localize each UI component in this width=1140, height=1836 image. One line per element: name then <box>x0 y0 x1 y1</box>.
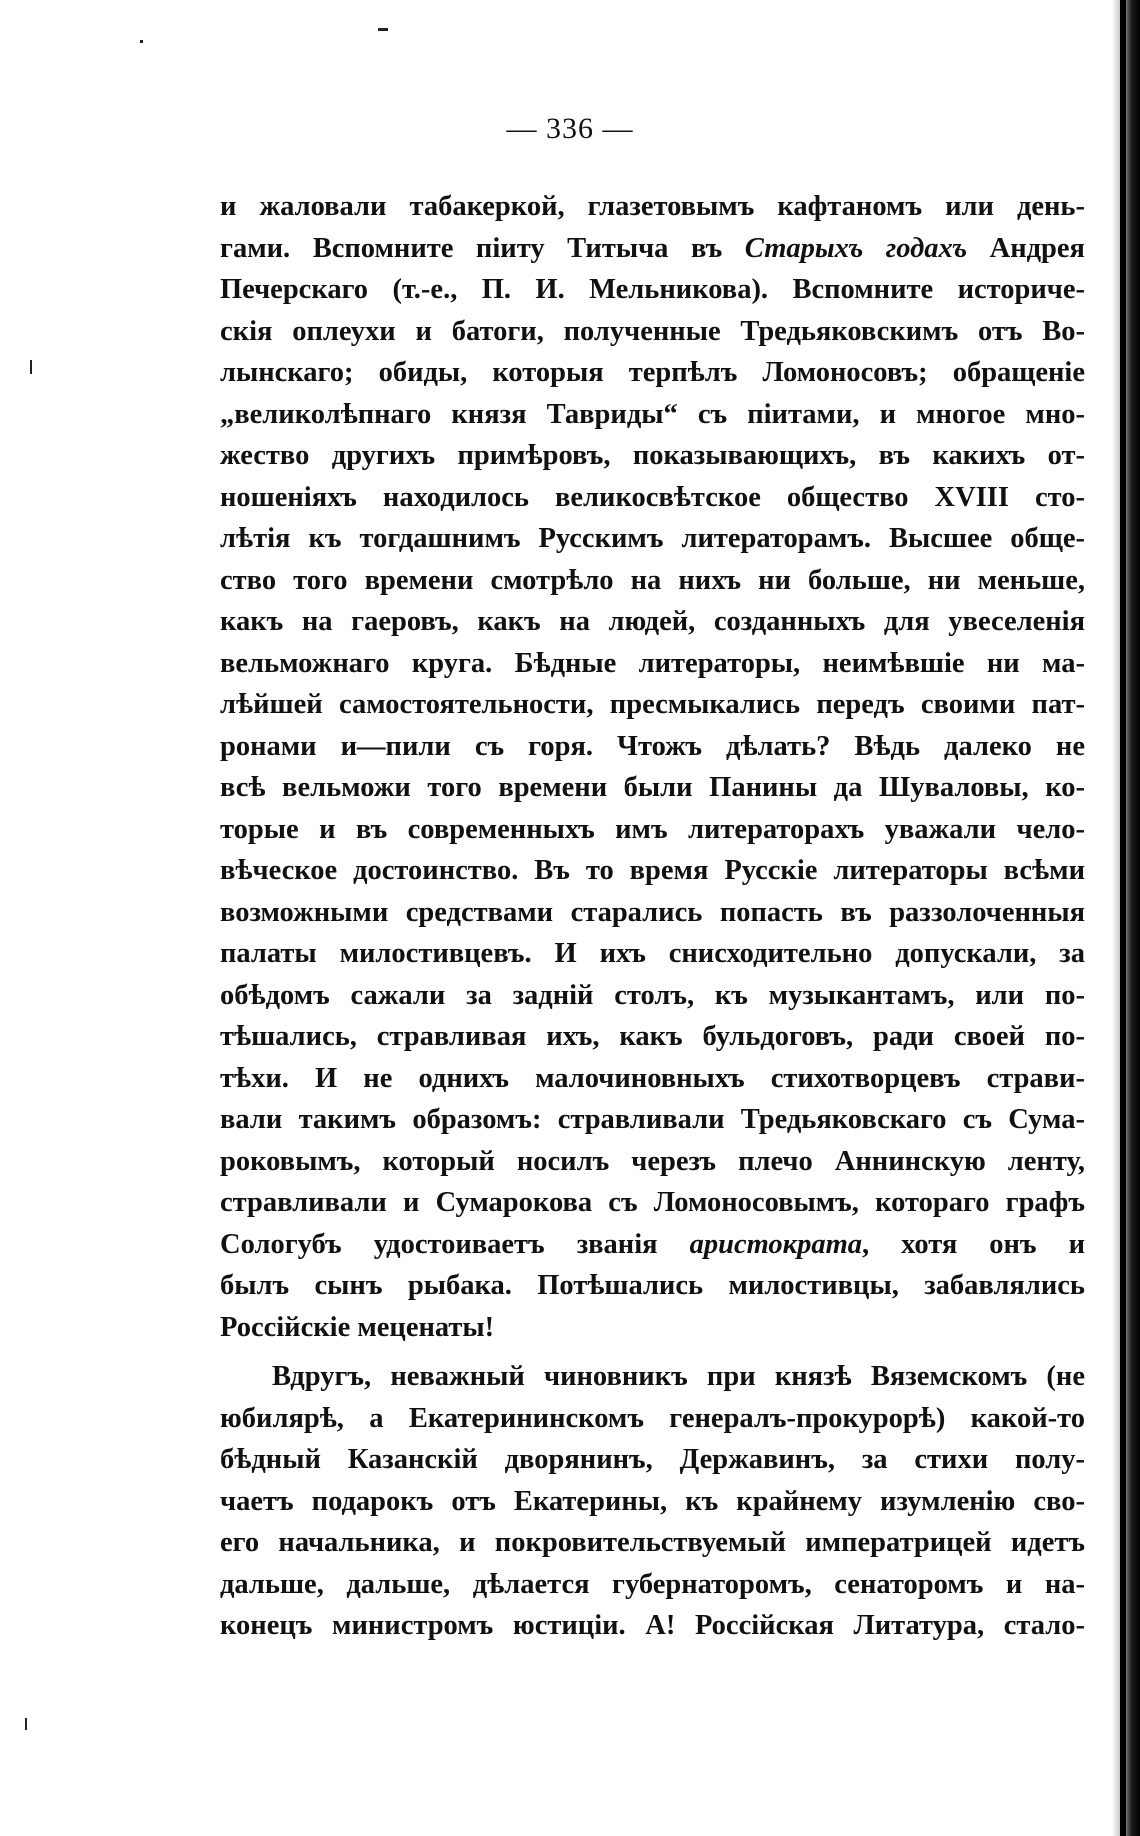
scan-speck <box>140 40 143 43</box>
text-line: какъ на гаеровъ, какъ на людей, созданныхъ для увеселенія <box>220 606 1085 637</box>
text-line: и жаловали табакеркой, глазетовымъ кафтаномъ или день- <box>220 191 1085 222</box>
text-line: всѣ вельможи того времени были Панины да Шуваловы, ко- <box>220 772 1085 803</box>
scan-speck <box>25 1718 27 1730</box>
scan-speck <box>378 28 388 31</box>
text-line: гами. Вспомните піиту Титыча въ Старыхъ годахъ Андрея <box>220 232 1085 264</box>
page-number: — 336 — <box>506 112 634 145</box>
text-line: торые и въ современныхъ имъ литераторахъ уважали чело- <box>220 813 1085 845</box>
text-line: чаетъ подарокъ отъ Екатерины, къ крайнему изумленію сво- <box>220 1485 1085 1517</box>
text-line: его начальника, и покровительствуемый императрицей идетъ <box>220 1527 1085 1558</box>
italic-title: Старыхъ годахъ <box>744 232 968 264</box>
text-line: вѣческое достоинство. Въ то время Русскіе литераторы всѣми <box>220 855 1085 886</box>
text-line: Вдругъ, неважный чиновникъ при князѣ Вяземскомъ (не <box>272 1361 1085 1392</box>
text-line: обѣдомъ сажали за задній столъ, къ музыкантамъ, или по- <box>220 979 1085 1011</box>
text-line: ство того времени смотрѣло на нихъ ни больше, ни меньше, <box>220 564 1085 596</box>
text-line: роковымъ, который носилъ черезъ плечо Аннинскую ленту, <box>220 1145 1085 1177</box>
scan-edge-line <box>1120 0 1126 1836</box>
text-line: скія оплеухи и батоги, полученные Тредьяковскимъ отъ Во- <box>220 315 1085 347</box>
text-line: ношеніяхъ находилось великосвѣтское общество XVIII сто- <box>220 481 1085 513</box>
text-line: лѣйшей самостоятельности, пресмыкались передъ своими пат- <box>220 689 1085 720</box>
scan-edge-shadow <box>1112 0 1140 1836</box>
text-line: жество другихъ примѣровъ, показывающихъ, въ какихъ от- <box>220 440 1085 471</box>
body-text <box>220 186 1085 1647</box>
text-line: бѣдный Казанскій дворянинъ, Державинъ, за стихи полу- <box>220 1444 1085 1475</box>
paragraph-gap <box>220 1348 1085 1356</box>
text-line: ронами и—пили съ горя. Чтожъ дѣлать? Вѣдь далеко не <box>220 730 1085 762</box>
text-line: тѣхи. И не однихъ малочиновныхъ стихотворцевъ страви- <box>220 1062 1085 1094</box>
text-line: тѣшались, стравливая ихъ, какъ бульдоговъ, ради своей по- <box>220 1021 1085 1052</box>
text-line: палаты милостивцевъ. И ихъ снисходительно допускали, за <box>220 938 1085 969</box>
text-line: Сологубъ удостоиваетъ званія аристократа, хотя онъ и <box>220 1228 1086 1260</box>
text-line: вали такимъ образомъ: стравливали Тредьяковскаго съ Сума- <box>220 1104 1085 1135</box>
text-line: конецъ министромъ юстиціи. А! Россійская Литатура, стало- <box>220 1610 1085 1641</box>
text-line: былъ сынъ рыбака. Потѣшались милостивцы, забавлялись <box>220 1270 1085 1301</box>
text-line: стравливали и Сумарокова съ Ломоносовымъ, котораго графъ <box>220 1187 1085 1218</box>
text-line: возможными средствами старались попасть въ раззолоченныя <box>220 896 1085 928</box>
text-line: Россійскіе меценаты! <box>220 1311 495 1343</box>
italic-word: аристократа <box>689 1228 862 1260</box>
scan-speck <box>30 360 32 374</box>
text-line: лѣтія къ тогдашнимъ Русскимъ литераторамъ. Высшее обще- <box>220 523 1085 554</box>
text-line: лынскаго; обиды, которыя терпѣлъ Ломоносовъ; обращеніе <box>220 357 1085 388</box>
text-line: Печерскаго (т.-е., П. И. Мельникова). Вспомните историче- <box>220 274 1085 305</box>
text-line: вельможнаго круга. Бѣдные литераторы, неимѣвшіе ни ма- <box>220 647 1085 679</box>
text-line: юбилярѣ, а Екатерининскомъ генералъ-прокурорѣ) какой-то <box>220 1402 1085 1434</box>
text-line: дальше, дальше, дѣлается губернаторомъ, сенаторомъ и на- <box>220 1568 1085 1600</box>
text-line: „великолѣпнаго князя Тавриды“ съ піитами, и многое мно- <box>220 398 1085 430</box>
